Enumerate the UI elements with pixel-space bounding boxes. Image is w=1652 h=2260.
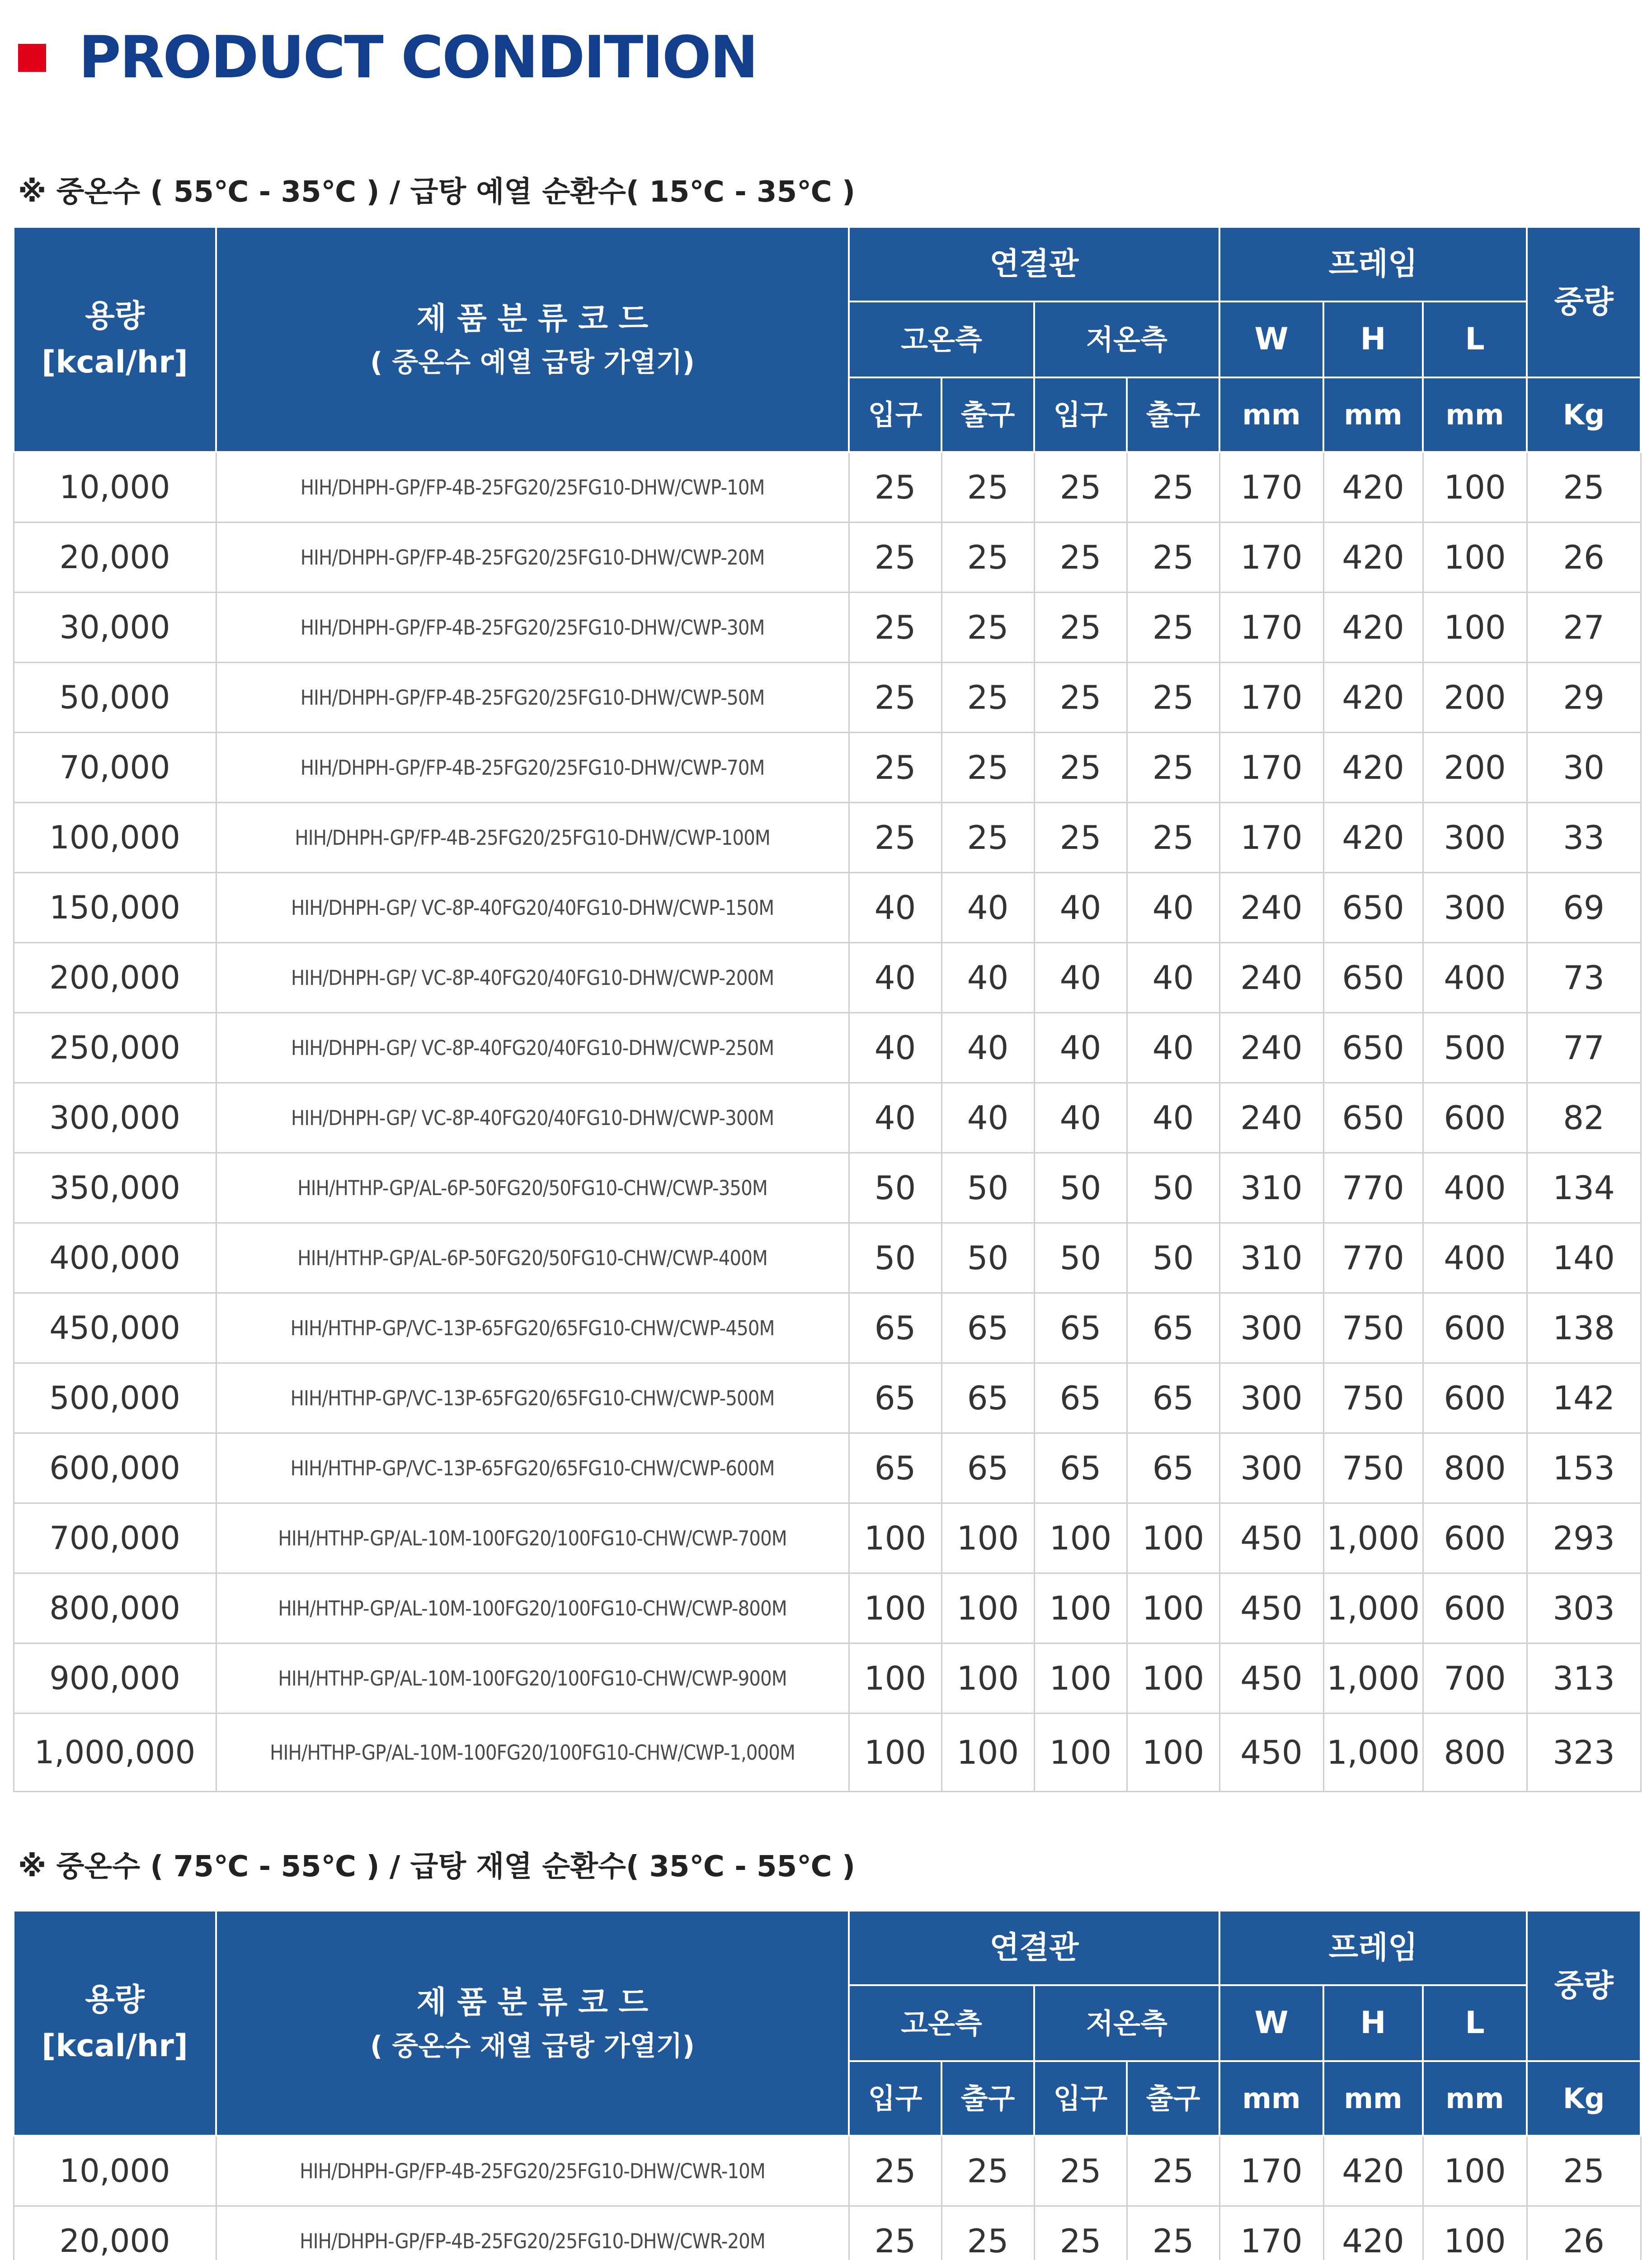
high-inlet-cell: 25 — [849, 2206, 941, 2260]
high-outlet-cell: 25 — [941, 803, 1034, 873]
table-row — [14, 2136, 1641, 2206]
frame-width-cell: 450 — [1219, 1714, 1323, 1792]
frame-width-cell: 170 — [1219, 663, 1323, 733]
frame-length-cell: 600 — [1423, 1503, 1527, 1573]
low-outlet-cell: 25 — [1127, 663, 1219, 733]
weight-cell: 33 — [1527, 803, 1641, 873]
low-outlet-cell: 25 — [1127, 2206, 1219, 2260]
product-code-cell: HIH/DHPH-GP/FP-4B-25FG20/25FG10-DHW/CWP-30M — [216, 593, 849, 663]
product-code-cell: HIH/HTHP-GP/AL-10M-100FG20/100FG10-CHW/CWP-1,000M — [216, 1714, 849, 1792]
weight-cell: 25 — [1527, 452, 1641, 523]
product-code-label: 제 품 분 류 코 드 — [416, 1985, 649, 2020]
high-inlet-cell: 50 — [849, 1153, 941, 1223]
frame-length-cell: 100 — [1423, 2136, 1527, 2206]
high-inlet-cell: 25 — [849, 452, 941, 523]
table-row — [14, 733, 1641, 803]
low-outlet-cell: 25 — [1127, 523, 1219, 593]
length-unit-header: mm — [1423, 377, 1527, 452]
low-outlet-cell: 25 — [1127, 733, 1219, 803]
frame-width-cell: 310 — [1219, 1153, 1323, 1223]
table-row — [14, 663, 1641, 733]
product-code-cell: HIH/DHPH-GP/FP-4B-25FG20/25FG10-DHW/CWR-20M — [216, 2206, 849, 2260]
table-row — [14, 1643, 1641, 1714]
high-outlet-cell: 100 — [941, 1503, 1034, 1573]
high-outlet-cell: 40 — [941, 1013, 1034, 1083]
weight-cell: 73 — [1527, 943, 1641, 1013]
weight-cell: 29 — [1527, 663, 1641, 733]
low-outlet-cell: 65 — [1127, 1363, 1219, 1433]
low-temp-side-header: 저온측 — [1034, 301, 1219, 377]
frame-width-cell: 170 — [1219, 452, 1323, 523]
table-row — [14, 1153, 1641, 1223]
frame-height-cell: 420 — [1323, 733, 1423, 803]
frame-height-cell: 420 — [1323, 523, 1423, 593]
high-outlet-cell: 25 — [941, 663, 1034, 733]
weight-cell: 303 — [1527, 1573, 1641, 1643]
frame-width-cell: 240 — [1219, 873, 1323, 943]
table-row — [14, 873, 1641, 943]
frame-height-cell: 1,000 — [1323, 1503, 1423, 1573]
frame-length-cell: 600 — [1423, 1363, 1527, 1433]
frame-length-header: L — [1423, 1985, 1527, 2061]
high-outlet-cell: 40 — [941, 1083, 1034, 1153]
frame-height-cell: 420 — [1323, 663, 1423, 733]
table-row — [14, 1293, 1641, 1363]
table-row — [14, 523, 1641, 593]
height-unit-header: mm — [1323, 377, 1423, 452]
frame-length-cell: 300 — [1423, 803, 1527, 873]
capacity-header — [14, 1911, 216, 2136]
high-inlet-cell: 25 — [849, 663, 941, 733]
capacity-cell: 200,000 — [14, 943, 216, 1013]
width-unit-header: mm — [1219, 2061, 1323, 2136]
table-row — [14, 803, 1641, 873]
table-row — [14, 1223, 1641, 1293]
low-outlet-header: 출구 — [1127, 2061, 1219, 2136]
high-inlet-cell: 40 — [849, 873, 941, 943]
weight-header: 중량 — [1527, 227, 1641, 377]
product-code-sublabel: ( 중온수 예열 급탕 가열기) — [370, 347, 695, 378]
capacity-header — [14, 227, 216, 452]
frame-height-cell: 650 — [1323, 873, 1423, 943]
frame-width-cell: 240 — [1219, 1013, 1323, 1083]
frame-width-header: W — [1219, 301, 1323, 377]
frame-width-cell: 170 — [1219, 593, 1323, 663]
connection-pipe-header: 연결관 — [849, 227, 1219, 301]
frame-length-cell: 800 — [1423, 1433, 1527, 1503]
frame-width-cell: 170 — [1219, 2206, 1323, 2260]
low-inlet-cell: 50 — [1034, 1223, 1127, 1293]
low-inlet-cell: 100 — [1034, 1643, 1127, 1714]
frame-length-cell: 600 — [1423, 1573, 1527, 1643]
low-outlet-cell: 100 — [1127, 1503, 1219, 1573]
frame-width-cell: 450 — [1219, 1503, 1323, 1573]
weight-cell: 138 — [1527, 1293, 1641, 1363]
table-2-subtitle: ※ 중온수 ( 75℃ - 55℃ ) / 급탕 재열 순환수( 35℃ - 55℃ ) — [18, 1850, 856, 1883]
spec-table-2 — [13, 1910, 1642, 2260]
frame-height-cell: 420 — [1323, 803, 1423, 873]
header-row-1 — [14, 1911, 1641, 1985]
low-inlet-cell: 25 — [1034, 733, 1127, 803]
low-inlet-cell: 25 — [1034, 663, 1127, 733]
product-code-cell: HIH/DHPH-GP/ VC-8P-40FG20/40FG10-DHW/CWP-250M — [216, 1013, 849, 1083]
capacity-cell: 10,000 — [14, 452, 216, 523]
high-outlet-cell: 50 — [941, 1223, 1034, 1293]
low-inlet-cell: 65 — [1034, 1433, 1127, 1503]
capacity-cell: 400,000 — [14, 1223, 216, 1293]
low-inlet-cell: 40 — [1034, 1013, 1127, 1083]
product-code-cell: HIH/DHPH-GP/FP-4B-25FG20/25FG10-DHW/CWP-10M — [216, 452, 849, 523]
weight-cell: 69 — [1527, 873, 1641, 943]
capacity-cell: 350,000 — [14, 1153, 216, 1223]
frame-width-cell: 170 — [1219, 733, 1323, 803]
low-inlet-cell: 65 — [1034, 1293, 1127, 1363]
capacity-cell: 450,000 — [14, 1293, 216, 1363]
low-inlet-cell: 25 — [1034, 452, 1127, 523]
table-row — [14, 452, 1641, 523]
product-code-cell: HIH/HTHP-GP/AL-10M-100FG20/100FG10-CHW/CWP-700M — [216, 1503, 849, 1573]
frame-length-cell: 400 — [1423, 1223, 1527, 1293]
weight-cell: 26 — [1527, 2206, 1641, 2260]
high-inlet-cell: 50 — [849, 1223, 941, 1293]
weight-header: 중량 — [1527, 1911, 1641, 2061]
weight-cell: 142 — [1527, 1363, 1641, 1433]
capacity-cell: 70,000 — [14, 733, 216, 803]
weight-cell: 140 — [1527, 1223, 1641, 1293]
high-outlet-cell: 25 — [941, 452, 1034, 523]
low-inlet-cell: 25 — [1034, 523, 1127, 593]
high-inlet-cell: 25 — [849, 733, 941, 803]
low-inlet-cell: 65 — [1034, 1363, 1127, 1433]
capacity-cell: 250,000 — [14, 1013, 216, 1083]
table-row — [14, 1503, 1641, 1573]
frame-width-header: W — [1219, 1985, 1323, 2061]
weight-cell: 323 — [1527, 1714, 1641, 1792]
low-inlet-header: 입구 — [1034, 377, 1127, 452]
low-inlet-cell: 100 — [1034, 1714, 1127, 1792]
low-outlet-cell: 25 — [1127, 593, 1219, 663]
frame-width-cell: 300 — [1219, 1363, 1323, 1433]
frame-height-header: H — [1323, 301, 1423, 377]
length-unit-header: mm — [1423, 2061, 1527, 2136]
frame-length-cell: 100 — [1423, 593, 1527, 663]
product-code-cell: HIH/DHPH-GP/FP-4B-25FG20/25FG10-DHW/CWP-50M — [216, 663, 849, 733]
table-row — [14, 1013, 1641, 1083]
low-inlet-cell: 25 — [1034, 803, 1127, 873]
frame-length-cell: 700 — [1423, 1643, 1527, 1714]
frame-width-cell: 240 — [1219, 943, 1323, 1013]
high-outlet-cell: 100 — [941, 1714, 1034, 1792]
frame-length-cell: 100 — [1423, 452, 1527, 523]
product-code-cell: HIH/HTHP-GP/VC-13P-65FG20/65FG10-CHW/CWP-500M — [216, 1363, 849, 1433]
low-inlet-cell: 40 — [1034, 873, 1127, 943]
capacity-cell: 500,000 — [14, 1363, 216, 1433]
low-outlet-cell: 25 — [1127, 452, 1219, 523]
high-outlet-cell: 40 — [941, 943, 1034, 1013]
frame-width-cell: 170 — [1219, 803, 1323, 873]
frame-width-cell: 310 — [1219, 1223, 1323, 1293]
low-outlet-cell: 40 — [1127, 1083, 1219, 1153]
frame-height-cell: 650 — [1323, 1083, 1423, 1153]
high-outlet-cell: 65 — [941, 1293, 1034, 1363]
capacity-cell: 50,000 — [14, 663, 216, 733]
frame-length-cell: 400 — [1423, 1153, 1527, 1223]
spec-table-1 — [13, 226, 1642, 1792]
high-outlet-cell: 65 — [941, 1433, 1034, 1503]
frame-width-cell: 170 — [1219, 2136, 1323, 2206]
table-row — [14, 593, 1641, 663]
frame-width-cell: 450 — [1219, 1643, 1323, 1714]
frame-height-cell: 420 — [1323, 2136, 1423, 2206]
product-code-cell: HIH/HTHP-GP/VC-13P-65FG20/65FG10-CHW/CWP-450M — [216, 1293, 849, 1363]
capacity-cell: 100,000 — [14, 803, 216, 873]
weight-cell: 82 — [1527, 1083, 1641, 1153]
capacity-cell: 600,000 — [14, 1433, 216, 1503]
weight-cell: 293 — [1527, 1503, 1641, 1573]
product-code-cell: HIH/DHPH-GP/FP-4B-25FG20/25FG10-DHW/CWP-20M — [216, 523, 849, 593]
capacity-cell: 900,000 — [14, 1643, 216, 1714]
low-inlet-cell: 25 — [1034, 2206, 1127, 2260]
weight-cell: 153 — [1527, 1433, 1641, 1503]
product-code-cell: HIH/HTHP-GP/AL-10M-100FG20/100FG10-CHW/CWP-900M — [216, 1643, 849, 1714]
high-outlet-header: 출구 — [941, 377, 1034, 452]
high-inlet-cell: 100 — [849, 1643, 941, 1714]
high-outlet-cell: 100 — [941, 1573, 1034, 1643]
frame-height-cell: 750 — [1323, 1363, 1423, 1433]
high-inlet-cell: 65 — [849, 1363, 941, 1433]
frame-length-header: L — [1423, 301, 1527, 377]
frame-height-cell: 1,000 — [1323, 1643, 1423, 1714]
low-outlet-cell: 40 — [1127, 873, 1219, 943]
low-inlet-cell: 100 — [1034, 1503, 1127, 1573]
product-code-cell: HIH/DHPH-GP/ VC-8P-40FG20/40FG10-DHW/CWP-300M — [216, 1083, 849, 1153]
capacity-cell: 20,000 — [14, 2206, 216, 2260]
high-outlet-cell: 65 — [941, 1363, 1034, 1433]
high-inlet-cell: 40 — [849, 1013, 941, 1083]
capacity-cell: 800,000 — [14, 1573, 216, 1643]
product-code-cell: HIH/DHPH-GP/ VC-8P-40FG20/40FG10-DHW/CWP-150M — [216, 873, 849, 943]
capacity-cell: 30,000 — [14, 593, 216, 663]
frame-height-cell: 1,000 — [1323, 1714, 1423, 1792]
high-temp-side-header: 고온측 — [849, 301, 1034, 377]
table-row — [14, 2206, 1641, 2260]
frame-length-cell: 100 — [1423, 2206, 1527, 2260]
frame-height-cell: 420 — [1323, 593, 1423, 663]
capacity-cell: 20,000 — [14, 523, 216, 593]
low-outlet-cell: 100 — [1127, 1643, 1219, 1714]
frame-width-cell: 300 — [1219, 1433, 1323, 1503]
high-inlet-cell: 25 — [849, 593, 941, 663]
product-code-header — [216, 1911, 849, 2136]
table-row — [14, 943, 1641, 1013]
product-code-sublabel: ( 중온수 재열 급탕 가열기) — [370, 2030, 695, 2062]
table-row — [14, 1083, 1641, 1153]
capacity-cell: 300,000 — [14, 1083, 216, 1153]
product-code-cell: HIH/HTHP-GP/AL-10M-100FG20/100FG10-CHW/CWP-800M — [216, 1573, 849, 1643]
frame-height-cell: 650 — [1323, 943, 1423, 1013]
weight-cell: 313 — [1527, 1643, 1641, 1714]
frame-length-cell: 200 — [1423, 663, 1527, 733]
product-code-cell: HIH/DHPH-GP/ VC-8P-40FG20/40FG10-DHW/CWP-200M — [216, 943, 849, 1013]
connection-pipe-header: 연결관 — [849, 1911, 1219, 1985]
high-inlet-cell: 40 — [849, 943, 941, 1013]
frame-height-cell: 1,000 — [1323, 1573, 1423, 1643]
low-outlet-header: 출구 — [1127, 377, 1219, 452]
high-outlet-cell: 25 — [941, 523, 1034, 593]
product-code-label: 제 품 분 류 코 드 — [416, 301, 649, 337]
low-inlet-cell: 100 — [1034, 1573, 1127, 1643]
capacity-label: 용량 — [85, 298, 145, 334]
height-unit-header: mm — [1323, 2061, 1423, 2136]
frame-height-cell: 770 — [1323, 1153, 1423, 1223]
capacity-unit-label: [kcal/hr] — [42, 2028, 188, 2064]
low-outlet-cell: 40 — [1127, 1013, 1219, 1083]
capacity-cell: 150,000 — [14, 873, 216, 943]
table-row — [14, 1433, 1641, 1503]
product-code-cell: HIH/DHPH-GP/FP-4B-25FG20/25FG10-DHW/CWP-100M — [216, 803, 849, 873]
low-inlet-cell: 40 — [1034, 1083, 1127, 1153]
weight-cell: 27 — [1527, 593, 1641, 663]
frame-length-cell: 300 — [1423, 873, 1527, 943]
high-inlet-cell: 65 — [849, 1433, 941, 1503]
high-outlet-cell: 40 — [941, 873, 1034, 943]
frame-length-cell: 600 — [1423, 1083, 1527, 1153]
table-1-subtitle: ※ 중온수 ( 55℃ - 35℃ ) / 급탕 예열 순환수( 15℃ - 35℃ ) — [18, 175, 856, 209]
high-inlet-cell: 65 — [849, 1293, 941, 1363]
product-code-header — [216, 227, 849, 452]
capacity-cell: 1,000,000 — [14, 1714, 216, 1792]
weight-unit-header: Kg — [1527, 2061, 1641, 2136]
weight-unit-header: Kg — [1527, 377, 1641, 452]
frame-height-cell: 420 — [1323, 2206, 1423, 2260]
high-inlet-cell: 100 — [849, 1503, 941, 1573]
product-code-cell: HIH/DHPH-GP/FP-4B-25FG20/25FG10-DHW/CWR-10M — [216, 2136, 849, 2206]
weight-cell: 30 — [1527, 733, 1641, 803]
high-outlet-cell: 25 — [941, 593, 1034, 663]
frame-height-cell: 770 — [1323, 1223, 1423, 1293]
high-inlet-header: 입구 — [849, 2061, 941, 2136]
capacity-cell: 10,000 — [14, 2136, 216, 2206]
high-outlet-cell: 25 — [941, 733, 1034, 803]
capacity-unit-label: [kcal/hr] — [42, 344, 188, 380]
weight-cell: 77 — [1527, 1013, 1641, 1083]
red-square-bullet-icon — [18, 44, 46, 72]
weight-cell: 25 — [1527, 2136, 1641, 2206]
low-inlet-header: 입구 — [1034, 2061, 1127, 2136]
weight-cell: 134 — [1527, 1153, 1641, 1223]
product-code-cell: HIH/HTHP-GP/AL-6P-50FG20/50FG10-CHW/CWP-400M — [216, 1223, 849, 1293]
high-outlet-cell: 100 — [941, 1643, 1034, 1714]
page-title: PRODUCT CONDITION — [79, 24, 757, 91]
frame-height-cell: 750 — [1323, 1293, 1423, 1363]
low-inlet-cell: 25 — [1034, 593, 1127, 663]
frame-height-cell: 750 — [1323, 1433, 1423, 1503]
low-outlet-cell: 25 — [1127, 2136, 1219, 2206]
header-row-1 — [14, 227, 1641, 301]
high-inlet-cell: 25 — [849, 2136, 941, 2206]
high-inlet-cell: 25 — [849, 803, 941, 873]
high-inlet-cell: 100 — [849, 1714, 941, 1792]
high-inlet-header: 입구 — [849, 377, 941, 452]
low-outlet-cell: 65 — [1127, 1293, 1219, 1363]
low-outlet-cell: 50 — [1127, 1153, 1219, 1223]
low-outlet-cell: 100 — [1127, 1573, 1219, 1643]
frame-length-cell: 400 — [1423, 943, 1527, 1013]
frame-width-cell: 240 — [1219, 1083, 1323, 1153]
capacity-cell: 700,000 — [14, 1503, 216, 1573]
low-temp-side-header: 저온측 — [1034, 1985, 1219, 2061]
high-inlet-cell: 25 — [849, 523, 941, 593]
product-code-cell: HIH/HTHP-GP/VC-13P-65FG20/65FG10-CHW/CWP-600M — [216, 1433, 849, 1503]
frame-height-header: H — [1323, 1985, 1423, 2061]
width-unit-header: mm — [1219, 377, 1323, 452]
high-inlet-cell: 100 — [849, 1573, 941, 1643]
frame-height-cell: 650 — [1323, 1013, 1423, 1083]
high-outlet-cell: 25 — [941, 2136, 1034, 2206]
low-outlet-cell: 100 — [1127, 1714, 1219, 1792]
frame-width-cell: 300 — [1219, 1293, 1323, 1363]
frame-length-cell: 500 — [1423, 1013, 1527, 1083]
weight-cell: 26 — [1527, 523, 1641, 593]
table-row — [14, 1573, 1641, 1643]
frame-length-cell: 200 — [1423, 733, 1527, 803]
product-code-cell: HIH/DHPH-GP/FP-4B-25FG20/25FG10-DHW/CWP-70M — [216, 733, 849, 803]
high-inlet-cell: 40 — [849, 1083, 941, 1153]
frame-length-cell: 800 — [1423, 1714, 1527, 1792]
capacity-label: 용량 — [85, 1982, 145, 2018]
low-outlet-cell: 25 — [1127, 803, 1219, 873]
low-outlet-cell: 50 — [1127, 1223, 1219, 1293]
page-header — [18, 25, 757, 90]
high-outlet-cell: 50 — [941, 1153, 1034, 1223]
low-inlet-cell: 40 — [1034, 943, 1127, 1013]
product-code-cell: HIH/HTHP-GP/AL-6P-50FG20/50FG10-CHW/CWP-350M — [216, 1153, 849, 1223]
high-outlet-header: 출구 — [941, 2061, 1034, 2136]
frame-header: 프레임 — [1219, 227, 1527, 301]
frame-length-cell: 100 — [1423, 523, 1527, 593]
frame-length-cell: 600 — [1423, 1293, 1527, 1363]
low-outlet-cell: 40 — [1127, 943, 1219, 1013]
frame-width-cell: 170 — [1219, 523, 1323, 593]
high-temp-side-header: 고온측 — [849, 1985, 1034, 2061]
high-outlet-cell: 25 — [941, 2206, 1034, 2260]
low-inlet-cell: 50 — [1034, 1153, 1127, 1223]
frame-header: 프레임 — [1219, 1911, 1527, 1985]
table-row — [14, 1714, 1641, 1792]
table-row — [14, 1363, 1641, 1433]
low-inlet-cell: 25 — [1034, 2136, 1127, 2206]
frame-width-cell: 450 — [1219, 1573, 1323, 1643]
frame-height-cell: 420 — [1323, 452, 1423, 523]
low-outlet-cell: 65 — [1127, 1433, 1219, 1503]
